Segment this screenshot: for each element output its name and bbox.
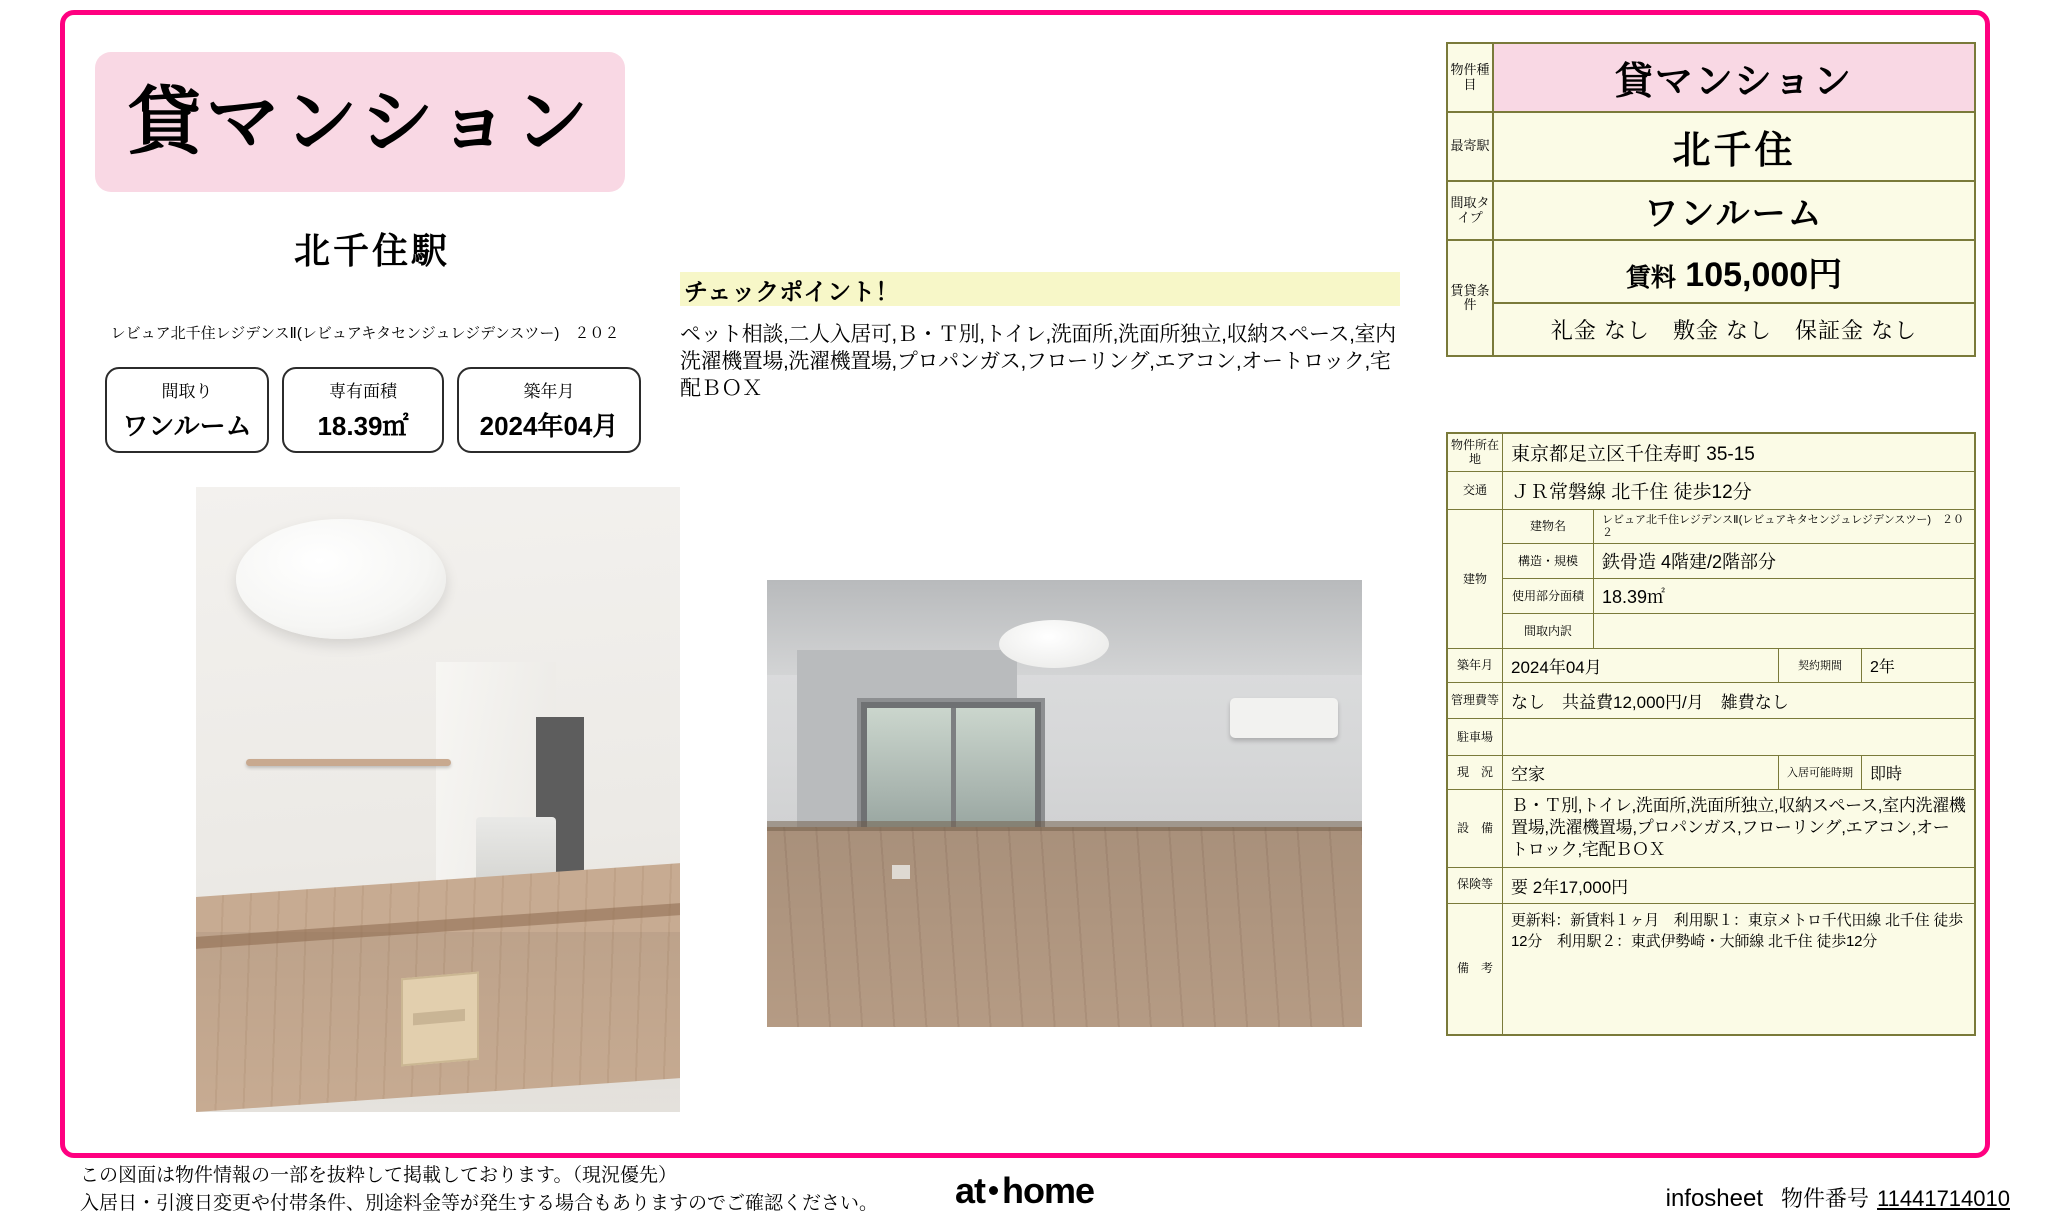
detail-row-building [1448, 510, 1974, 649]
detail-building-layout-key: 間取内訳 [1503, 614, 1594, 648]
detail-remarks-key: 備 考 [1448, 904, 1503, 1034]
detail-insurance-value: 要 2年17,000円 [1511, 877, 1629, 897]
summary-rent-conditions: 礼金 なし 敷金 なし 保証金 なし [1550, 318, 1918, 343]
property-no-label: 物件番号 [1781, 1186, 1870, 1211]
detail-access-value: ＪＲ常磐線 北千住 徒歩12分 [1511, 482, 1752, 503]
checkpoint-title [680, 272, 1400, 306]
detail-management-key: 管理費等 [1448, 683, 1503, 718]
summary-row-layout-key: 間取タイプ [1448, 182, 1494, 239]
footer-disclaimer [80, 1162, 980, 1217]
photo2-floor-shading [767, 827, 1362, 1027]
property-type-title-text: 貸マンション [127, 80, 593, 163]
photo2-outlet [892, 865, 910, 879]
summary-row-station-key: 最寄駅 [1448, 113, 1494, 180]
detail-building-layout-row [1503, 614, 1974, 648]
station-title-text: 北千住駅 [293, 229, 450, 271]
detail-building-key: 建物 [1448, 510, 1503, 648]
detail-movein-key: 入居可能時期 [1779, 756, 1862, 789]
summary-row-type [1448, 44, 1974, 113]
checkpoint-body: ペット相談,二人入居可,Ｂ・Ｔ別,トイレ,洗面所,洗面所独立,収納スペース,室内洗濯機置場,洗濯機置場,プロパンガス,フローリング,エアコン,オートロック,宅配ＢＯＸ [680, 323, 1396, 400]
detail-built-split [1503, 649, 1974, 682]
detail-building-subtable [1503, 510, 1974, 648]
detail-row-status [1448, 756, 1974, 790]
infosheet-label: infosheet [1665, 1185, 1764, 1212]
detail-building-name-value: レビュア北千住レジデンスⅡ(レビュアキタセンジュレジデンスツー) ２０２ [1602, 514, 1965, 539]
footer-disclaimer-line1: この図面は物件情報の一部を抜粋して掲載しております。（現況優先） [80, 1165, 677, 1186]
summary-row-station [1448, 113, 1974, 182]
detail-building-structure-value: 鉄骨造 4階建/2階部分 [1602, 552, 1777, 573]
detail-parking-key: 駐車場 [1448, 719, 1503, 755]
detail-building-area-value: 18.39㎡ [1602, 587, 1666, 608]
detail-building-name-row [1503, 510, 1974, 544]
detail-row-parking [1448, 719, 1974, 756]
summary-rent-stack [1494, 241, 1974, 355]
detail-built-value: 2024年04月 [1503, 649, 1779, 682]
summary-row-rent [1448, 241, 1974, 355]
room-photo-1 [196, 487, 680, 1112]
summary-table [1446, 42, 1976, 357]
athome-logo-dot [989, 1186, 998, 1195]
checkpoint-title-text: チェックポイント！ [684, 278, 900, 306]
summary-row-layout [1448, 182, 1974, 241]
footer-infosheet [1666, 1182, 2010, 1213]
detail-status-key: 現 況 [1448, 756, 1503, 789]
detail-building-structure-row [1503, 544, 1974, 579]
detail-row-management [1448, 683, 1974, 719]
detail-row-equipment [1448, 790, 1974, 867]
chip-area-value: 18.39㎡ [317, 411, 409, 441]
property-type-title [95, 52, 625, 192]
summary-rent-amount: 賃料 105,000円 [1494, 241, 1974, 304]
summary-row-layout-value: ワンルーム [1644, 195, 1824, 233]
detail-address-key: 物件所在地 [1448, 434, 1503, 471]
detail-row-access [1448, 472, 1974, 510]
summary-row-rent-key: 賃貸条件 [1448, 241, 1494, 355]
athome-logo-right: home [1002, 1170, 1095, 1211]
detail-building-structure-key: 構造・規模 [1503, 544, 1594, 578]
photo1-ceiling-light [236, 519, 446, 639]
photo1-hanger-rail [246, 759, 451, 766]
detail-building-area-row [1503, 579, 1974, 614]
summary-row-type-value: 貸マンション [1494, 44, 1974, 111]
detail-address-value: 東京都足立区千住寿町 35-15 [1511, 444, 1755, 465]
summary-row-station-value: 北千住 [1672, 130, 1796, 172]
detail-management-value: なし 共益費12,000円/月 雑費なし [1511, 693, 1789, 713]
summary-row-type-key: 物件種目 [1448, 44, 1494, 111]
chip-area-label: 専有面積 [329, 382, 397, 401]
athome-logo [955, 1170, 1094, 1212]
detail-row-built [1448, 649, 1974, 683]
detail-status-value: 空家 [1503, 756, 1779, 789]
detail-contract-value: 2年 [1870, 659, 1895, 677]
detail-movein-value: 即時 [1870, 766, 1903, 784]
photo2-air-conditioner [1230, 698, 1338, 738]
chip-built-label: 築年月 [523, 382, 575, 401]
photo2-baseboard [767, 821, 1362, 831]
detail-remarks-value: 更新料：新賃料１ヶ月 利用駅１：東京メトロ千代田線 北千住 徒歩12分 利用駅２：東武伊勢崎・大師線 北千住 徒歩12分 [1511, 911, 1963, 951]
detail-equipment-value: Ｂ・Ｔ別,トイレ,洗面所,洗面所独立,収納スペース,室内洗濯機置場,洗濯機置場,プロパンガス,フローリング,エアコン,オートロック,宅配ＢＯＸ [1511, 796, 1966, 860]
photo2-ceiling-light [999, 620, 1109, 668]
chip-layout [105, 367, 269, 453]
detail-built-key: 築年月 [1448, 649, 1503, 682]
detail-building-name-key: 建物名 [1503, 510, 1594, 543]
chip-area [282, 367, 444, 453]
detail-contract-key: 契約期間 [1779, 649, 1862, 682]
chip-layout-label: 間取り [161, 382, 213, 401]
detail-table [1446, 432, 1976, 1036]
building-name-caption: レビュア北千住レジデンスⅡ(レビュアキタセンジュレジデンスツー) ２０２ [110, 325, 620, 342]
chip-layout-value: ワンルーム [122, 411, 252, 441]
detail-access-key: 交通 [1448, 472, 1503, 509]
detail-equipment-key: 設 備 [1448, 790, 1503, 866]
detail-status-split [1503, 756, 1974, 789]
station-title [118, 218, 626, 278]
detail-row-address [1448, 434, 1974, 472]
athome-logo-left: at [955, 1170, 986, 1211]
property-no-value: 11441714010 [1877, 1186, 2010, 1211]
chip-built-value: 2024年04月 [479, 411, 619, 441]
chip-built [457, 367, 641, 453]
detail-row-remarks [1448, 904, 1974, 1034]
detail-insurance-key: 保険等 [1448, 868, 1503, 903]
footer-disclaimer-line2: 入居日・引渡日変更や付帯条件、別途料金等が発生する場合もありますのでご確認ください。 [80, 1192, 879, 1214]
photo1-cardboard-box [401, 972, 479, 1067]
detail-parking-value [1503, 719, 1974, 755]
detail-row-insurance [1448, 868, 1974, 904]
detail-building-layout-value [1594, 614, 1974, 648]
detail-building-area-key: 使用部分面積 [1503, 579, 1594, 613]
chip-area-unit: ㎡ [382, 411, 409, 441]
room-photo-2 [767, 580, 1362, 1027]
